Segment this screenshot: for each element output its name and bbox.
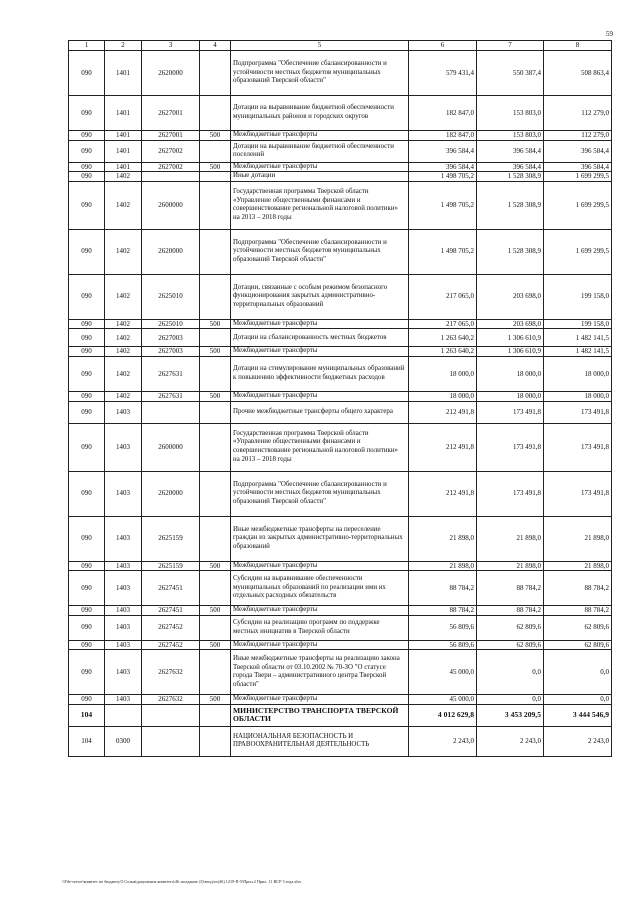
target-article-cell: 2600000: [142, 181, 200, 229]
expense-type-cell: [200, 329, 231, 347]
table-row: [69, 347, 612, 357]
table-row: [69, 131, 612, 141]
column-header: 4: [200, 41, 231, 51]
amount-year1-cell: 396 584,4: [409, 162, 477, 172]
target-article-cell: 2625010: [142, 319, 200, 329]
amount-year1-cell: 1 263 640,2: [409, 347, 477, 357]
amount-year1-cell: 21 898,0: [409, 516, 477, 561]
expense-type-cell: [200, 704, 231, 726]
item-name-cell: Дотации, связанные с особым режимом безопасного функционирования закрытых административно-территориальных образований: [231, 274, 409, 319]
admin-code-cell: 090: [69, 571, 105, 606]
table-row: [69, 181, 612, 229]
target-article-cell: 2627001: [142, 96, 200, 131]
amount-year2-cell: 0,0: [477, 695, 544, 705]
expense-type-cell: 500: [200, 162, 231, 172]
item-name-cell: Дотации на стимулирование муниципальных образований к повышению эффективности бюджетных расходов: [231, 356, 409, 391]
amount-year3-cell: 199 158,0: [544, 319, 612, 329]
expense-type-cell: [200, 615, 231, 640]
table-row: [69, 319, 612, 329]
table-row: [69, 640, 612, 650]
amount-year3-cell: 21 898,0: [544, 561, 612, 571]
section-code-cell: 1401: [105, 51, 142, 96]
expense-type-cell: [200, 401, 231, 423]
table-row: [69, 96, 612, 131]
expense-type-cell: [200, 140, 231, 162]
target-article-cell: 2625159: [142, 561, 200, 571]
table-row: [69, 274, 612, 319]
admin-code-cell: 090: [69, 229, 105, 274]
table-row: [69, 356, 612, 391]
section-code-cell: 1402: [105, 319, 142, 329]
admin-code-cell: 090: [69, 274, 105, 319]
amount-year2-cell: 173 491,8: [477, 401, 544, 423]
section-code-cell: 1403: [105, 561, 142, 571]
admin-code-cell: 090: [69, 131, 105, 141]
amount-year2-cell: 1 306 610,9: [477, 329, 544, 347]
admin-code-cell: 090: [69, 640, 105, 650]
admin-code-cell: 090: [69, 329, 105, 347]
expense-type-cell: [200, 274, 231, 319]
section-code-cell: 1403: [105, 571, 142, 606]
admin-code-cell: 090: [69, 319, 105, 329]
admin-code-cell: 104: [69, 726, 105, 756]
section-code-cell: 1402: [105, 347, 142, 357]
item-name-cell: Межбюджетные трансферты: [231, 695, 409, 705]
amount-year2-cell: 1 528 308,9: [477, 172, 544, 182]
table-row: [69, 51, 612, 96]
section-code-cell: 1403: [105, 640, 142, 650]
target-article-cell: 2627003: [142, 329, 200, 347]
amount-year1-cell: 45 000,0: [409, 695, 477, 705]
target-article-cell: 2627452: [142, 640, 200, 650]
admin-code-cell: 090: [69, 172, 105, 182]
amount-year2-cell: 153 803,0: [477, 131, 544, 141]
amount-year3-cell: 3 444 546,9: [544, 704, 612, 726]
amount-year2-cell: 203 698,0: [477, 319, 544, 329]
amount-year2-cell: 88 784,2: [477, 606, 544, 616]
section-code-cell: 1402: [105, 274, 142, 319]
item-name-cell: Государственная программа Тверской области «Управление общественными финансами и совершенствование региональной налоговой политики» на 2013 – 2018 годы: [231, 423, 409, 471]
target-article-cell: [142, 726, 200, 756]
table-row: [69, 162, 612, 172]
amount-year2-cell: 550 387,4: [477, 51, 544, 96]
column-header: 7: [477, 41, 544, 51]
section-code-cell: 1403: [105, 401, 142, 423]
amount-year2-cell: 173 491,8: [477, 471, 544, 516]
admin-code-cell: 090: [69, 96, 105, 131]
amount-year3-cell: 199 158,0: [544, 274, 612, 319]
amount-year3-cell: 508 863,4: [544, 51, 612, 96]
amount-year2-cell: 18 000,0: [477, 391, 544, 401]
target-article-cell: 2627451: [142, 606, 200, 616]
section-code-cell: [105, 704, 142, 726]
section-code-cell: 1401: [105, 162, 142, 172]
amount-year2-cell: 2 243,0: [477, 726, 544, 756]
expense-type-cell: [200, 471, 231, 516]
amount-year3-cell: 2 243,0: [544, 726, 612, 756]
amount-year2-cell: 396 584,4: [477, 140, 544, 162]
item-name-cell: Межбюджетные трансферты: [231, 131, 409, 141]
expense-type-cell: 500: [200, 640, 231, 650]
table-header: [69, 41, 612, 51]
amount-year3-cell: 396 584,4: [544, 140, 612, 162]
section-code-cell: 1403: [105, 423, 142, 471]
target-article-cell: 2600000: [142, 423, 200, 471]
table-row: [69, 140, 612, 162]
amount-year3-cell: 0,0: [544, 650, 612, 695]
section-code-cell: 1402: [105, 172, 142, 182]
amount-year1-cell: 579 431,4: [409, 51, 477, 96]
expense-type-cell: 500: [200, 695, 231, 705]
amount-year1-cell: 18 000,0: [409, 356, 477, 391]
item-name-cell: Межбюджетные трансферты: [231, 391, 409, 401]
section-code-cell: 1403: [105, 650, 142, 695]
column-header: 3: [142, 41, 200, 51]
table-row: [69, 391, 612, 401]
target-article-cell: 2620000: [142, 471, 200, 516]
item-name-cell: Межбюджетные трансферты: [231, 606, 409, 616]
expense-type-cell: 500: [200, 391, 231, 401]
amount-year2-cell: 396 584,4: [477, 162, 544, 172]
item-name-cell: Подпрограмма "Обеспечение сбалансированности и устойчивости местных бюджетов муниципальных образований Тверской области": [231, 51, 409, 96]
admin-code-cell: 090: [69, 356, 105, 391]
amount-year1-cell: 212 491,8: [409, 423, 477, 471]
admin-code-cell: 090: [69, 606, 105, 616]
admin-code-cell: 090: [69, 347, 105, 357]
section-code-cell: 1401: [105, 131, 142, 141]
expense-type-cell: 500: [200, 606, 231, 616]
amount-year1-cell: 212 491,8: [409, 401, 477, 423]
page-number: 59: [606, 30, 613, 38]
expense-type-cell: [200, 726, 231, 756]
target-article-cell: 2627451: [142, 571, 200, 606]
amount-year1-cell: 1 498 705,2: [409, 172, 477, 182]
section-code-cell: 1403: [105, 606, 142, 616]
section-code-cell: 1403: [105, 516, 142, 561]
table-row: [69, 423, 612, 471]
column-header: 5: [231, 41, 409, 51]
expense-type-cell: [200, 423, 231, 471]
table-row: [69, 516, 612, 561]
section-code-cell: 1402: [105, 329, 142, 347]
section-code-cell: 1401: [105, 96, 142, 131]
target-article-cell: 2627631: [142, 356, 200, 391]
amount-year1-cell: 182 847,0: [409, 131, 477, 141]
admin-code-cell: 090: [69, 695, 105, 705]
target-article-cell: 2627452: [142, 615, 200, 640]
item-name-cell: Прочие межбюджетные трансферты общего характера: [231, 401, 409, 423]
admin-code-cell: 090: [69, 401, 105, 423]
amount-year3-cell: 173 491,8: [544, 401, 612, 423]
table-row: [69, 606, 612, 616]
footer-file-path: \\File-server\комитет по бюджету\5 Созыв\документы комитета\46 заседание (3)\вход\от(46) 1219-П-5\Прил.2 Прил. 11 ВСР 3 года.xlsx: [62, 879, 302, 884]
amount-year2-cell: 62 809,6: [477, 615, 544, 640]
target-article-cell: 2620000: [142, 51, 200, 96]
amount-year2-cell: 62 809,6: [477, 640, 544, 650]
expense-type-cell: 500: [200, 347, 231, 357]
section-code-cell: 1403: [105, 695, 142, 705]
section-code-cell: 1402: [105, 181, 142, 229]
column-header: 1: [69, 41, 105, 51]
amount-year3-cell: 1 482 141,5: [544, 347, 612, 357]
item-name-cell: МИНИСТЕРСТВО ТРАНСПОРТА ТВЕРСКОЙ ОБЛАСТИ: [231, 704, 409, 726]
amount-year1-cell: 4 012 629,8: [409, 704, 477, 726]
column-header: 2: [105, 41, 142, 51]
expense-type-cell: [200, 516, 231, 561]
amount-year2-cell: 21 898,0: [477, 516, 544, 561]
amount-year1-cell: 1 498 705,2: [409, 229, 477, 274]
amount-year3-cell: 0,0: [544, 695, 612, 705]
table-row: [69, 471, 612, 516]
section-code-cell: 0300: [105, 726, 142, 756]
amount-year2-cell: 88 784,2: [477, 571, 544, 606]
amount-year3-cell: 1 699 299,5: [544, 229, 612, 274]
item-name-cell: Межбюджетные трансферты: [231, 561, 409, 571]
amount-year3-cell: 18 000,0: [544, 391, 612, 401]
amount-year1-cell: 21 898,0: [409, 561, 477, 571]
amount-year1-cell: 217 065,0: [409, 319, 477, 329]
amount-year3-cell: 173 491,8: [544, 423, 612, 471]
item-name-cell: Иные дотации: [231, 172, 409, 182]
admin-code-cell: 090: [69, 162, 105, 172]
target-article-cell: [142, 704, 200, 726]
amount-year3-cell: 1 699 299,5: [544, 172, 612, 182]
amount-year1-cell: 2 243,0: [409, 726, 477, 756]
amount-year1-cell: 1 498 705,2: [409, 181, 477, 229]
target-article-cell: 2620000: [142, 229, 200, 274]
amount-year2-cell: 203 698,0: [477, 274, 544, 319]
amount-year1-cell: 182 847,0: [409, 96, 477, 131]
item-name-cell: Межбюджетные трансферты: [231, 347, 409, 357]
amount-year2-cell: 1 306 610,9: [477, 347, 544, 357]
table-row: [69, 229, 612, 274]
amount-year3-cell: 88 784,2: [544, 571, 612, 606]
item-name-cell: Подпрограмма "Обеспечение сбалансированности и устойчивости местных бюджетов муниципальных образований Тверской области": [231, 471, 409, 516]
section-code-cell: 1402: [105, 356, 142, 391]
table-row: [69, 695, 612, 705]
table-body: [69, 51, 612, 757]
item-name-cell: Государственная программа Тверской области «Управление общественными финансами и совершенствование региональной налоговой политики» на 2013 – 2018 годы: [231, 181, 409, 229]
item-name-cell: Иные межбюджетные трансферты на переселение граждан из закрытых административно-территориальных образований: [231, 516, 409, 561]
item-name-cell: Иные межбюджетные трансферты на реализацию закона Тверской области от 03.10.2002 № 70-ЗО "О статусе города Твери – административного центра Тверской области": [231, 650, 409, 695]
amount-year1-cell: 1 263 640,2: [409, 329, 477, 347]
column-header: 6: [409, 41, 477, 51]
expense-type-cell: [200, 650, 231, 695]
target-article-cell: 2627002: [142, 140, 200, 162]
target-article-cell: 2625159: [142, 516, 200, 561]
amount-year1-cell: 396 584,4: [409, 140, 477, 162]
expense-type-cell: 500: [200, 131, 231, 141]
expense-type-cell: [200, 51, 231, 96]
admin-code-cell: 104: [69, 704, 105, 726]
table-row: [69, 329, 612, 347]
admin-code-cell: 090: [69, 423, 105, 471]
table-row: [69, 726, 612, 756]
target-article-cell: 2625010: [142, 274, 200, 319]
table-row: [69, 571, 612, 606]
amount-year2-cell: 153 803,0: [477, 96, 544, 131]
section-code-cell: 1402: [105, 229, 142, 274]
expense-type-cell: [200, 172, 231, 182]
expense-type-cell: [200, 356, 231, 391]
admin-code-cell: 090: [69, 181, 105, 229]
amount-year1-cell: 45 000,0: [409, 650, 477, 695]
amount-year1-cell: 56 809,6: [409, 640, 477, 650]
item-name-cell: Дотации на выравнивание бюджетной обеспеченности поселений: [231, 140, 409, 162]
admin-code-cell: 090: [69, 391, 105, 401]
amount-year1-cell: 18 000,0: [409, 391, 477, 401]
column-header: 8: [544, 41, 612, 51]
target-article-cell: [142, 401, 200, 423]
target-article-cell: 2627632: [142, 695, 200, 705]
item-name-cell: Дотации на сбалансированность местных бюджетов: [231, 329, 409, 347]
amount-year2-cell: 173 491,8: [477, 423, 544, 471]
budget-table: [68, 40, 612, 757]
item-name-cell: Субсидии на реализацию программ по поддержке местных инициатив в Тверской области: [231, 615, 409, 640]
amount-year3-cell: 1 699 299,5: [544, 181, 612, 229]
target-article-cell: 2627003: [142, 347, 200, 357]
table-row: [69, 172, 612, 182]
table-row: [69, 401, 612, 423]
item-name-cell: НАЦИОНАЛЬНАЯ БЕЗОПАСНОСТЬ И ПРАВООХРАНИТЕЛЬНАЯ ДЕЯТЕЛЬНОСТЬ: [231, 726, 409, 756]
section-code-cell: 1402: [105, 391, 142, 401]
amount-year3-cell: 173 491,8: [544, 471, 612, 516]
admin-code-cell: 090: [69, 51, 105, 96]
amount-year3-cell: 62 809,6: [544, 640, 612, 650]
amount-year3-cell: 396 584,4: [544, 162, 612, 172]
amount-year2-cell: 1 528 308,9: [477, 229, 544, 274]
item-name-cell: Подпрограмма "Обеспечение сбалансированности и устойчивости местных бюджетов муниципальных образований Тверской области": [231, 229, 409, 274]
expense-type-cell: [200, 96, 231, 131]
amount-year1-cell: 56 809,6: [409, 615, 477, 640]
item-name-cell: Субсидии на выравнивание обеспеченности муниципальных образований по реализации ими их отдельных расходных обязательств: [231, 571, 409, 606]
admin-code-cell: 090: [69, 471, 105, 516]
amount-year1-cell: 88 784,2: [409, 571, 477, 606]
expense-type-cell: [200, 571, 231, 606]
amount-year3-cell: 18 000,0: [544, 356, 612, 391]
table-row: [69, 615, 612, 640]
admin-code-cell: 090: [69, 650, 105, 695]
amount-year3-cell: 1 482 141,5: [544, 329, 612, 347]
expense-type-cell: [200, 181, 231, 229]
target-article-cell: 2627001: [142, 131, 200, 141]
amount-year3-cell: 112 279,0: [544, 96, 612, 131]
target-article-cell: 2627631: [142, 391, 200, 401]
item-name-cell: Дотации на выравнивание бюджетной обеспеченности муниципальных районов и городских округов: [231, 96, 409, 131]
amount-year1-cell: 212 491,8: [409, 471, 477, 516]
target-article-cell: 2627002: [142, 162, 200, 172]
amount-year2-cell: 18 000,0: [477, 356, 544, 391]
amount-year2-cell: 21 898,0: [477, 561, 544, 571]
target-article-cell: 2627632: [142, 650, 200, 695]
expense-type-cell: 500: [200, 319, 231, 329]
amount-year1-cell: 88 784,2: [409, 606, 477, 616]
section-code-cell: 1403: [105, 615, 142, 640]
section-code-cell: 1403: [105, 471, 142, 516]
expense-type-cell: 500: [200, 561, 231, 571]
table-row: [69, 704, 612, 726]
admin-code-cell: 090: [69, 561, 105, 571]
item-name-cell: Межбюджетные трансферты: [231, 162, 409, 172]
amount-year3-cell: 62 809,6: [544, 615, 612, 640]
section-code-cell: 1401: [105, 140, 142, 162]
amount-year3-cell: 88 784,2: [544, 606, 612, 616]
target-article-cell: [142, 172, 200, 182]
admin-code-cell: 090: [69, 615, 105, 640]
table-row: [69, 650, 612, 695]
amount-year2-cell: 0,0: [477, 650, 544, 695]
amount-year1-cell: 217 065,0: [409, 274, 477, 319]
amount-year2-cell: 3 453 209,5: [477, 704, 544, 726]
admin-code-cell: 090: [69, 140, 105, 162]
amount-year2-cell: 1 528 308,9: [477, 181, 544, 229]
amount-year3-cell: 112 279,0: [544, 131, 612, 141]
item-name-cell: Межбюджетные трансферты: [231, 640, 409, 650]
admin-code-cell: 090: [69, 516, 105, 561]
amount-year3-cell: 21 898,0: [544, 516, 612, 561]
item-name-cell: Межбюджетные трансферты: [231, 319, 409, 329]
expense-type-cell: [200, 229, 231, 274]
table-row: [69, 561, 612, 571]
